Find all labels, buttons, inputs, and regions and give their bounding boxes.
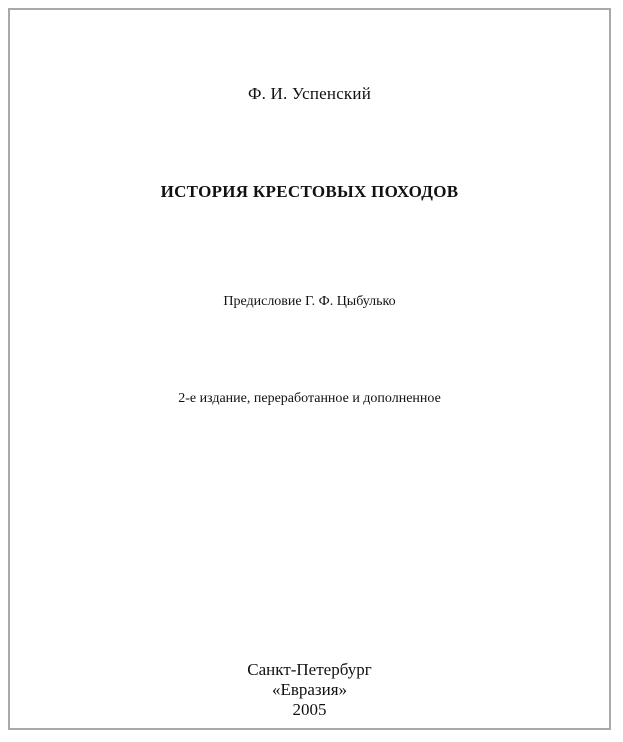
preface-credit: Предисловие Г. Ф. Цыбулько xyxy=(223,294,396,309)
book-title: ИСТОРИЯ КРЕСТОВЫХ ПОХОДОВ xyxy=(160,182,459,201)
title-page xyxy=(8,8,611,730)
author-name: Ф. И. Успенский xyxy=(248,84,371,103)
imprint-city: Санкт-Петербург xyxy=(247,660,372,679)
imprint-publisher: «Евразия» xyxy=(271,680,348,699)
imprint-year: 2005 xyxy=(292,700,327,719)
edition-statement: 2-е издание, переработанное и дополненное xyxy=(178,391,441,406)
